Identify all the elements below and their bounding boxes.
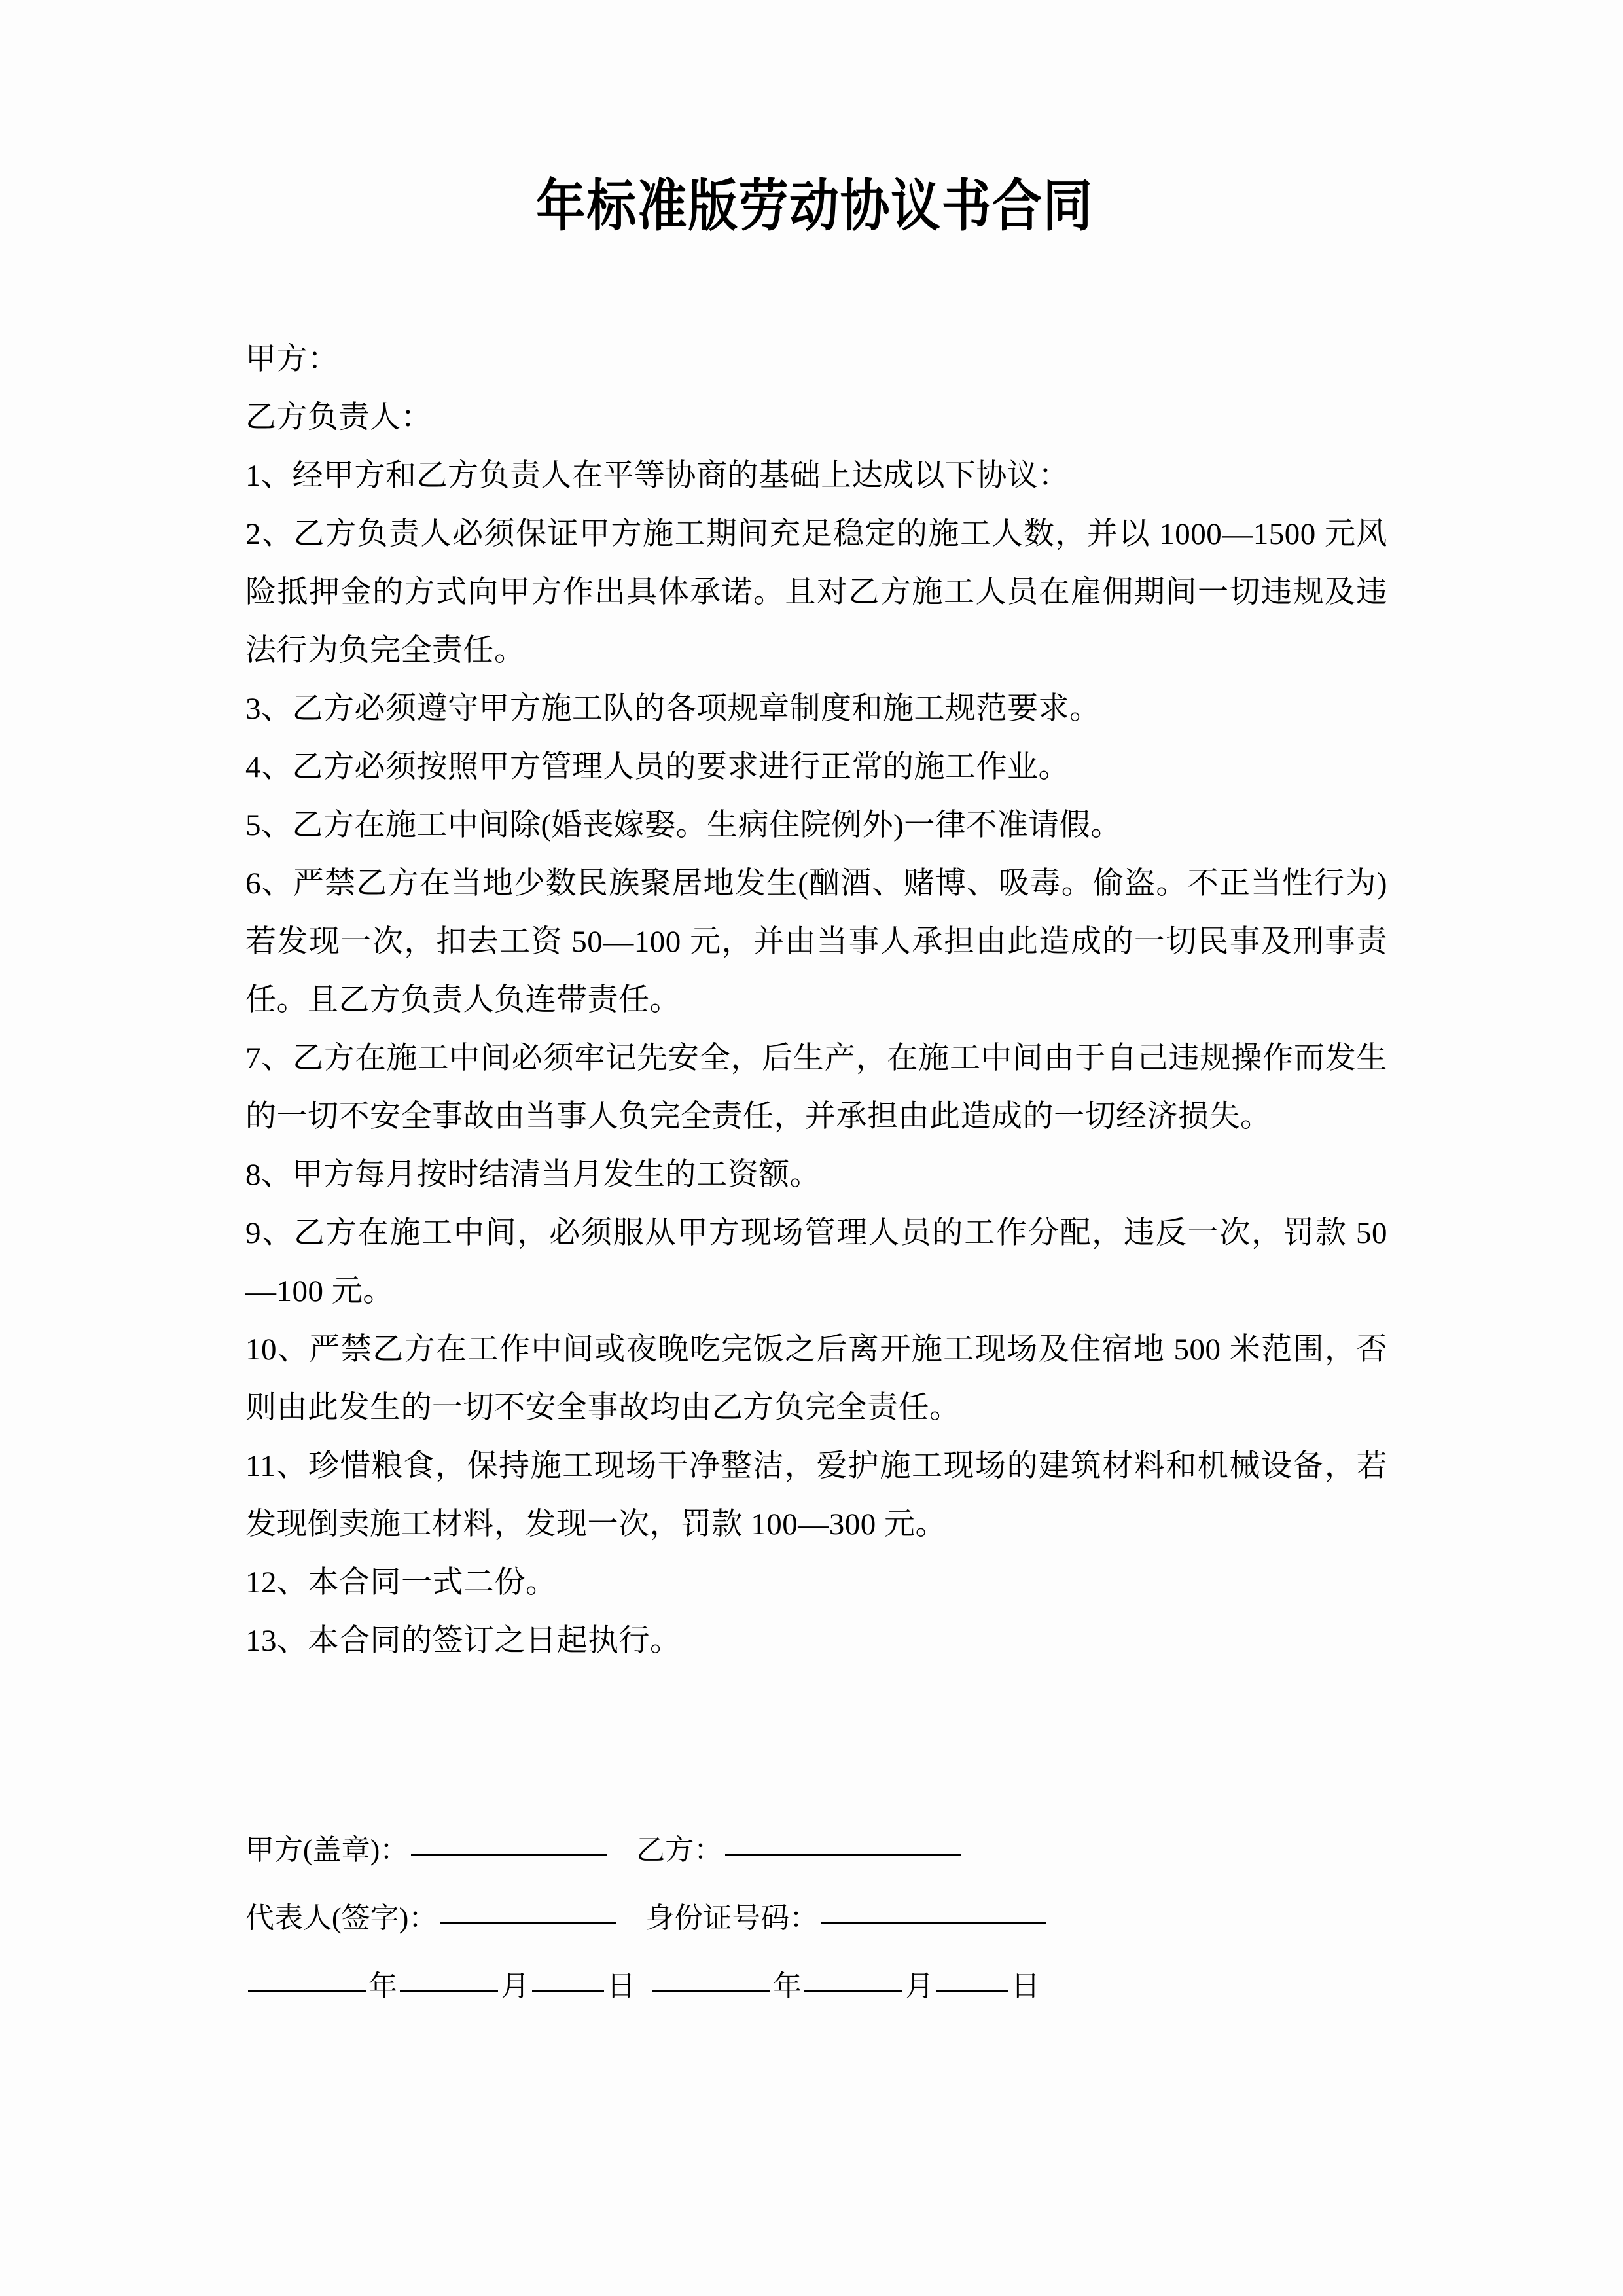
- party-b-label: 乙方负责人：: [245, 401, 432, 435]
- clause-3: 3、乙方必须遵守甲方施工队的各项规章制度和施工规范要求。: [245, 692, 1101, 726]
- title-block: [245, 175, 1384, 250]
- party-b-year-field[interactable]: [652, 1990, 770, 1992]
- party-b-day-field[interactable]: [936, 1990, 1008, 1992]
- party-b-month-label: 月: [905, 1970, 934, 2002]
- id-number-field[interactable]: [821, 1922, 1046, 1924]
- representative-label: 代表人(签字)：: [245, 1902, 438, 1934]
- clause-6: 6、严禁乙方在当地少数民族聚居地发生(酗酒、赌博、吸毒。偷盗。不正当性行为)若发现一次，扣去工资 50—100 元，并由当事人承担由此造成的一切民事及刑事责任。且乙方负责人负连带责任。: [245, 867, 1387, 1017]
- clause-2: 2、乙方负责人必须保证甲方施工期间充足稳定的施工人数，并以 1000—1500 元风险抵押金的方式向甲方作出具体承诺。且对乙方施工人员在雇佣期间一切违规及违法行为负完全责任。: [245, 517, 1387, 668]
- party-a-month-label: 月: [501, 1970, 529, 2002]
- signature-block: [245, 1816, 1387, 2020]
- clause-1: 1、经甲方和乙方负责人在平等协商的基础上达成以下协议：: [245, 459, 1069, 493]
- party-b-day-label: 日: [1011, 1970, 1040, 2002]
- party-a-seal-field[interactable]: [411, 1854, 607, 1856]
- signature-row-parties: [245, 1816, 1387, 1884]
- party-a-day-label: 日: [607, 1970, 635, 2002]
- representative-field[interactable]: [440, 1922, 616, 1924]
- id-number-label: 身份证号码：: [645, 1902, 819, 1934]
- clause-13: 13、本合同的签订之日起执行。: [245, 1624, 681, 1658]
- party-b-field[interactable]: [725, 1854, 961, 1856]
- party-a-day-field[interactable]: [532, 1990, 604, 1992]
- party-a-year-field[interactable]: [248, 1990, 366, 1992]
- party-b-month-field[interactable]: [804, 1990, 902, 1992]
- party-a-seal-label: 甲方(盖章)：: [245, 1834, 409, 1866]
- clause-4: 4、乙方必须按照甲方管理人员的要求进行正常的施工作业。: [245, 750, 1069, 784]
- party-a-month-field[interactable]: [400, 1990, 498, 1992]
- clause-10: 10、严禁乙方在工作中间或夜晚吃完饭之后离开施工现场及住宿地 500 米范围，否则由此发生的一切不安全事故均由乙方负完全责任。: [245, 1333, 1387, 1425]
- signature-row-dates: [245, 1952, 1387, 2020]
- signature-row-representative: [245, 1884, 1387, 1952]
- clause-9: 9、乙方在施工中间，必须服从甲方现场管理人员的工作分配，违反一次，罚款 50—100 元。: [245, 1216, 1387, 1308]
- page-title: 年标准版劳动协议书合同: [536, 175, 1094, 238]
- party-a-year-label: 年: [368, 1970, 397, 2002]
- clause-12: 12、本合同一式二份。: [245, 1566, 557, 1600]
- party-b-year-label: 年: [773, 1970, 802, 2002]
- party-b-label: 乙方：: [636, 1834, 723, 1866]
- clause-8: 8、甲方每月按时结清当月发生的工资额。: [245, 1158, 821, 1192]
- clause-7: 7、乙方在施工中间必须牢记先安全，后生产，在施工中间由于自己违规操作而发生的一切不安全事故由当事人负完全责任，并承担由此造成的一切经济损失。: [245, 1041, 1387, 1134]
- clause-5: 5、乙方在施工中间除(婚丧嫁娶。生病住院例外)一律不准请假。: [245, 808, 1122, 842]
- clause-11: 11、珍惜粮食，保持施工现场干净整洁，爱护施工现场的建筑材料和机械设备，若发现倒卖施工材料，发现一次，罚款 100—300 元。: [245, 1449, 1387, 1541]
- document-body: [245, 331, 1387, 1670]
- party-a-label: 甲方：: [245, 342, 339, 376]
